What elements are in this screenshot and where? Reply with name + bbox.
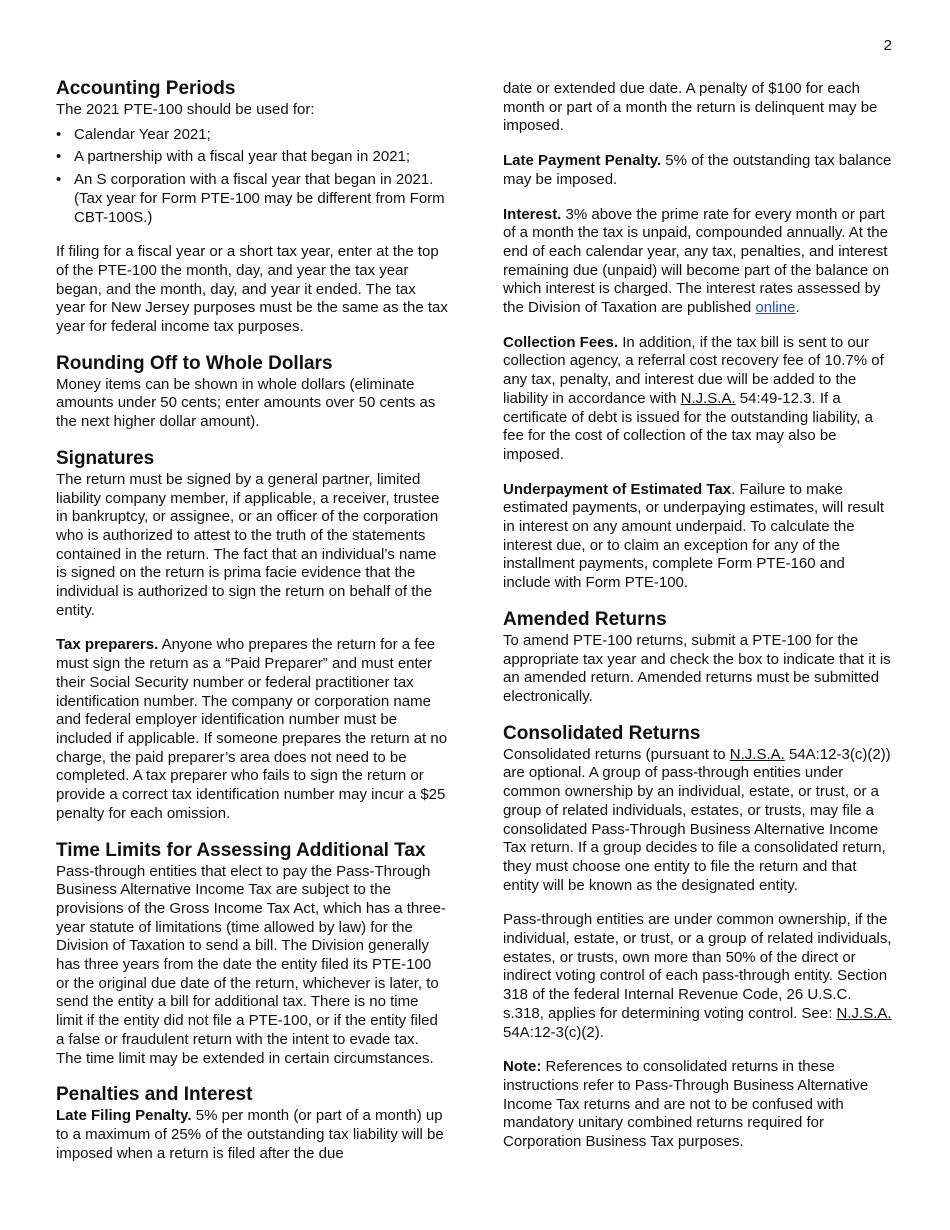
consolidated-paragraph-2: [503, 911, 893, 1042]
statute-citation: N.J.S.A.: [729, 745, 785, 763]
underpayment-paragraph: [503, 481, 893, 593]
rounding-heading: Rounding Off to Whole Dollars: [56, 352, 333, 374]
consolidated-paragraph-1: [503, 746, 893, 896]
consolidated-returns-section: [503, 723, 893, 1152]
accounting-paragraph: If filing for a fiscal year or a short tax year, enter at the top of the PTE-100 the month, day, and year the tax year began, and the month, day, and year it ended. The tax year for New Jersey purposes must be the same as the tax year for federal income tax purposes.: [56, 243, 448, 336]
statute-citation: N.J.S.A.: [680, 389, 736, 407]
time-limits-section: [56, 840, 448, 1069]
tax-preparers-paragraph: [56, 636, 448, 823]
consolidated-returns-heading: Consolidated Returns: [503, 722, 701, 744]
consolidated-p2-text-end: 54A:12-3(c)(2).: [503, 1023, 604, 1041]
penalties-section: [56, 1084, 448, 1163]
interest-label: Interest.: [503, 205, 562, 223]
collection-fees-text: In addition, if the tax bill is sent to our collection agency, a referral cost recovery fee of 10.7% of any tax, penalty, and interest due will be added to the liability in accordance with: [503, 333, 884, 407]
underpayment-text: . Failure to make estimated payments, or underpaying estimates, will result in interest on any amount underpaid. To calculate the interest due, or to claim an exception for any of the installment payments, complete Form PTE-160 and include with Form PTE-100.: [503, 480, 885, 592]
late-filing-text: 5% per month (or part of a month) up to a maximum of 25% of the outstanding tax liability will be imposed when a return is filed after the due: [56, 1107, 444, 1162]
collection-fees-label: Collection Fees.: [503, 333, 619, 351]
online-link[interactable]: online: [755, 299, 796, 317]
left-column: [56, 78, 448, 1163]
accounting-periods-heading: Accounting Periods: [56, 78, 236, 99]
list-item: • Calendar Year 2021;: [74, 126, 448, 145]
interest-paragraph: [503, 206, 893, 318]
tax-preparers-text: Anyone who prepares the return for a fee must sign the return as a “Paid Preparer” and must enter their Social Security number or federal practitioner tax identification number. The company or corporation name and federal employer identification number must be included if applicable. If someone prepares the return at no charge, the paid preparer’s area does not need to be completed. A tax preparer who fails to sign the return or provide a correct tax identification number may incur a $25 penalty for each omission.: [56, 636, 448, 822]
list-item: • An S corporation with a fiscal year that began in 2021. (Tax year for Form PTE-100 may be different from Form CBT-100S.): [74, 171, 448, 227]
penalties-heading: Penalties and Interest: [56, 1084, 253, 1106]
interest-end: .: [795, 299, 800, 317]
consolidated-p1-text-end: 54A:12-3(c)(2)) are optional. A group of pass-through entities under common ownership by an individual, estate, or trust, or a group of related individuals, estates, or trusts, may file a consolidated Pass-Through Business Alternative Income Tax return. If a group decides to file a consolidated return, they must choose one entity to file the return and that entity will be known as the designated entity.: [503, 745, 891, 894]
signatures-heading: Signatures: [56, 447, 155, 469]
page-number: 2: [883, 37, 892, 54]
rounding-paragraph: Money items can be shown in whole dollars (eliminate amounts under 50 cents; enter amounts over 50 cents as the next higher dollar amount).: [56, 375, 436, 431]
list-item: • A partnership with a fiscal year that began in 2021;: [74, 148, 448, 167]
late-payment-paragraph: [503, 152, 893, 189]
time-limits-heading: Time Limits for Assessing Additional Tax: [56, 839, 426, 861]
consolidated-p1-text: Consolidated returns (pursuant to: [503, 745, 730, 763]
tax-preparers-label: Tax preparers.: [56, 636, 159, 654]
statute-citation: N.J.S.A.: [836, 1004, 892, 1022]
note-paragraph: [503, 1058, 893, 1152]
right-column: [503, 80, 893, 1152]
time-limits-paragraph: Pass-through entities that elect to pay the Pass-Through Business Alternative Income Tax are subject to the provisions of the Gross Income Tax Act, which has a three-year statute of limitations (time allowed by law) for the Division of Taxation to send a bill. The Division generally has three years from the date the entity filed its PTE-100 or the original due date of the return, whichever is later, to send the entity a bill for additional tax. There is no time limit if the entity did not file a PTE-100, or if the entity filed a false or fraudulent return with the intent to evade tax. The time limit may be extended in certain circumstances.: [56, 862, 446, 1067]
amended-returns-paragraph: To amend PTE-100 returns, submit a PTE-100 for the appropriate tax year and check the box to indicate that it is an amended return. Amended returns must be submitted electronically.: [503, 631, 891, 705]
late-filing-paragraph: [56, 1107, 448, 1163]
consolidated-p2-text: Pass-through entities are under common ownership, if the individual, estate, or trust, or a group of related individuals, estates, or trusts, own more than 50% of the direct or indirect voting control of each pass-through entity. Section 318 of the federal Internal Revenue Code, 26 U.S.C. s.318, applies for determining voting control. See:: [503, 911, 892, 1022]
collection-fees-text-end: 54:49-12.3. If a certificate of debt is issued for the outstanding liability, a fee for the cost of collection of the tax may also be imposed.: [503, 389, 873, 463]
note-label: Note:: [503, 1058, 542, 1076]
underpayment-label: Underpayment of Estimated Tax: [503, 480, 732, 498]
signatures-paragraph: The return must be signed by a general partner, limited liability company member, if applicable, a receiver, trustee in bankruptcy, or assignee, or an officer of the corporation who is authorized to attest to the truth of the statements contained in the return. The fact that an individual’s name is signed on the return is prima facie evidence that the individual is authorized to sign the return on behalf of the entity.: [56, 470, 440, 619]
late-filing-label: Late Filing Penalty.: [56, 1107, 192, 1125]
late-payment-label: Late Payment Penalty.: [503, 152, 662, 170]
collection-fees-paragraph: [503, 334, 893, 465]
accounting-intro: The 2021 PTE-100 should be used for:: [56, 101, 315, 118]
amended-returns-section: [503, 609, 893, 707]
interest-text: 3% above the prime rate for every month or part of a month the tax is unpaid, compounded annually. At the end of each calendar year, any tax, penalties, and interest remaining due (unpaid) will become part of the balance on which interest is charged. The interest rates assessed by the Division of Taxation are published: [503, 205, 890, 317]
accounting-periods-section: [56, 78, 448, 337]
accounting-bullet-list: [56, 126, 448, 228]
signatures-section: [56, 448, 448, 824]
note-text: References to consolidated returns in these instructions refer to Pass-Through Business Alternative Income Tax returns and are not to be confused with mandatory unitary combined returns required for Corporation Business Tax purposes.: [503, 1058, 869, 1151]
amended-returns-heading: Amended Returns: [503, 608, 667, 630]
rounding-section: [56, 353, 448, 432]
late-payment-text: 5% of the outstanding tax balance may be imposed.: [503, 152, 892, 188]
late-filing-continued: date or extended due date. A penalty of $100 for each month or part of a month the return is delinquent may be imposed.: [503, 80, 878, 135]
